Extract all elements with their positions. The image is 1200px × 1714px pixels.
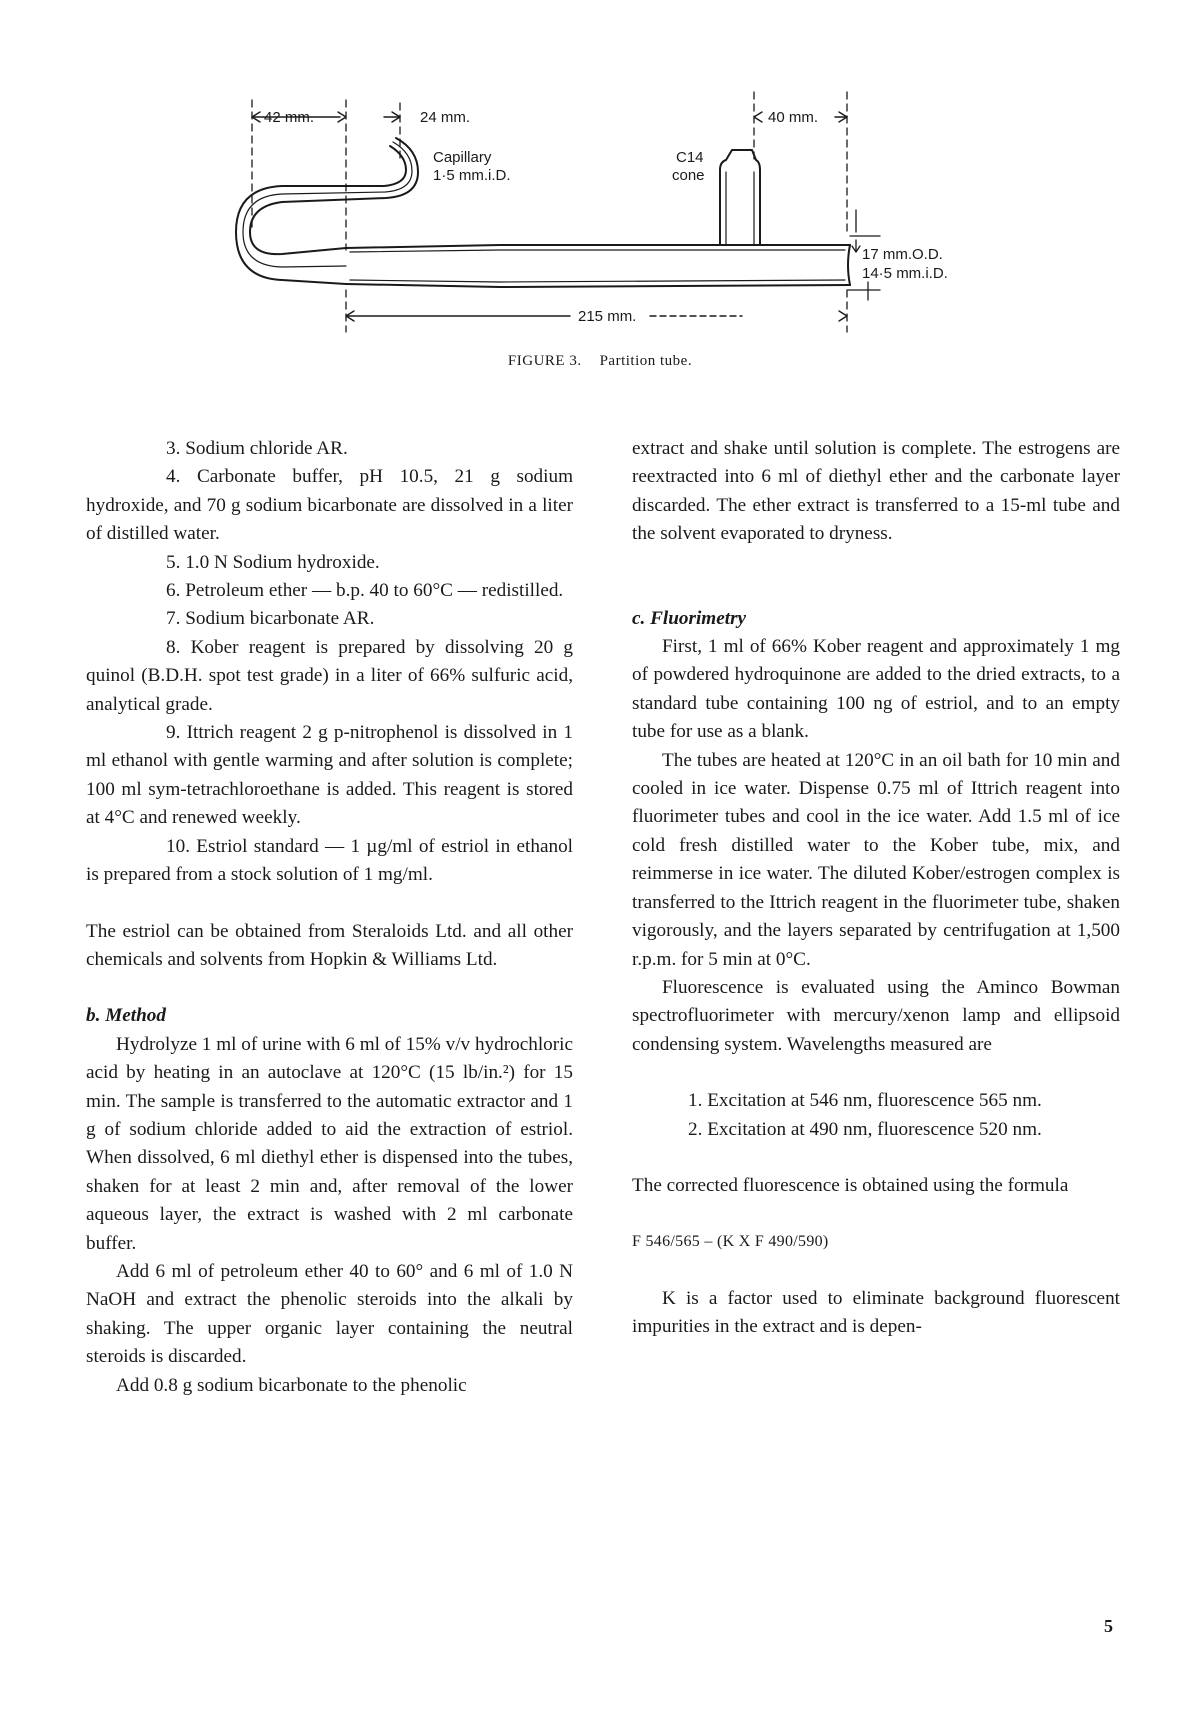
dimension-42mm: 42 mm. — [264, 109, 315, 126]
list-item-estriol-standard: 10. Estriol standard — 1 µg/ml of estriol in ethanol is prepared from a stock solution of 1 mg/ml. — [86, 835, 573, 886]
page-number: 5 — [1104, 1616, 1113, 1636]
dimension-215mm: 215 mm. — [578, 308, 637, 325]
method-paragraph-petroleum: Add 6 ml of petroleum ether 40 to 60° and 6 ml of 1.0 N NaOH and extract the phenolic steroids into the alkali by shaking. The upper organic layer containing the neutral steroids is discarded. — [86, 1260, 573, 1368]
extract-paragraph: extract and shake until solution is complete. The estrogens are reextracted into 6 ml of diethyl ether and the carbonate layer discarded. The ether extract is transferred to a 15-ml tube and the solvent evaporated to dryness. — [632, 438, 1120, 545]
figure-caption — [0, 353, 1200, 370]
suppliers-paragraph: The estriol can be obtained from Steraloids Ltd. and all other chemicals and solvents from Hopkin & Williams Ltd. — [86, 920, 573, 970]
inner-diameter-label: 14·5 mm.i.D. — [862, 265, 948, 282]
capillary-id-label: 1·5 mm.i.D. — [433, 167, 511, 184]
list-item-petroleum-ether: 6. Petroleum ether — b.p. 40 to 60°C — redistilled. — [166, 580, 564, 602]
figure-caption-text: Partition tube. — [599, 353, 693, 369]
cone-label: cone — [672, 167, 705, 184]
k-factor-paragraph: K is a factor used to eliminate background fluorescent impurities in the extract and is depen- — [632, 1287, 1120, 1338]
list-item-sodium-chloride: 3. Sodium chloride AR. — [166, 438, 348, 459]
method-paragraph-bicarbonate: Add 0.8 g sodium bicarbonate to the phenolic — [116, 1374, 467, 1396]
corrected-fluorescence-paragraph: The corrected fluorescence is obtained using the formula — [632, 1174, 1069, 1196]
list-item-ittrich-reagent: 9. Ittrich reagent 2 g p-nitrophenol is dissolved in 1 ml ethanol with gentle warming and after solution is complete; 100 ml sym-tetrachloroethane is added. This reagent is stored at 4°C and renewed weekly. — [86, 722, 573, 829]
right-column — [632, 435, 1120, 1342]
fluorimetry-paragraph-aminco: Fluorescence is evaluated using the Aminco Bowman spectrofluorimeter with mercury/xenon lamp and ellipsoid condensing system. Wavelengths measured are — [632, 976, 1120, 1055]
list-item-sodium-hydroxide: 5. 1.0 N Sodium hydroxide. — [166, 551, 380, 573]
fluorimetry-paragraph-heating: The tubes are heated at 120°C in an oil bath for 10 min and cooled in ice water. Dispense 0.75 ml of Ittrich reagent into fluorimeter tubes and cool in the ice water. Add 1.5 ml of ice cold fresh distilled water to the Kober tube, mix, and reimmerse in ice water. The diluted Kober/estrogen complex is transferred to the Ittrich reagent in the fluorimeter tube, shaken vigorously, and the layers separated by centrifugation at 1,500 r.p.m. for 5 min at 0°C. — [632, 749, 1120, 970]
cone-label-c14: C14 — [676, 149, 704, 166]
dimension-24mm: 24 mm. — [420, 109, 471, 126]
method-heading: b. Method — [86, 1005, 166, 1027]
left-column — [86, 435, 573, 1400]
list-item-kober-reagent: 8. Kober reagent is prepared by dissolving 20 g quinol (B.D.H. spot test grade) in a liter of 66% sulfuric acid, analytical grade. — [86, 636, 573, 715]
fluorimetry-heading: c. Fluorimetry — [632, 607, 747, 629]
outer-diameter-label: 17 mm.O.D. — [862, 246, 943, 263]
list-item-sodium-bicarbonate: 7. Sodium bicarbonate AR. — [166, 608, 375, 630]
dimension-40mm: 40 mm. — [768, 109, 819, 126]
wavelength-item-1: 1. Excitation at 546 nm, fluorescence 565 nm. — [688, 1090, 1042, 1112]
partition-tube-figure — [0, 0, 1200, 380]
list-item-carbonate-buffer: 4. Carbonate buffer, pH 10.5, 21 g sodium hydroxide, and 70 g sodium bicarbonate are dissolved in a liter of distilled water. — [86, 466, 573, 545]
fluorescence-formula: F 546/565 – (K X F 490/590) — [632, 1233, 829, 1251]
capillary-label: Capillary — [433, 149, 492, 166]
method-paragraph-hydrolyze: Hydrolyze 1 ml of urine with 6 ml of 15% v/v hydrochloric acid by heating in an autoclave at 120°C (15 lb/in.²) for 15 min. The sample is transferred to the automatic extractor and 1 g of sodium chloride added to aid the extraction of estriol. When dissolved, 6 ml diethyl ether is dispensed into the tubes, shaken for at least 2 min and, after removal of the lower aqueous layer, the extract is washed with 2 ml carbonate buffer. — [86, 1033, 573, 1254]
wavelength-item-2: 2. Excitation at 490 nm, fluorescence 520 nm. — [688, 1118, 1042, 1140]
fluorimetry-paragraph-kober: First, 1 ml of 66% Kober reagent and approximately 1 mg of powdered hydroquinone are added to the dried extracts, to a standard tube containing 100 ng of estriol, and to an empty tube for use as a blank. — [632, 636, 1120, 743]
figure-caption-label: FIGURE 3. — [507, 353, 582, 369]
